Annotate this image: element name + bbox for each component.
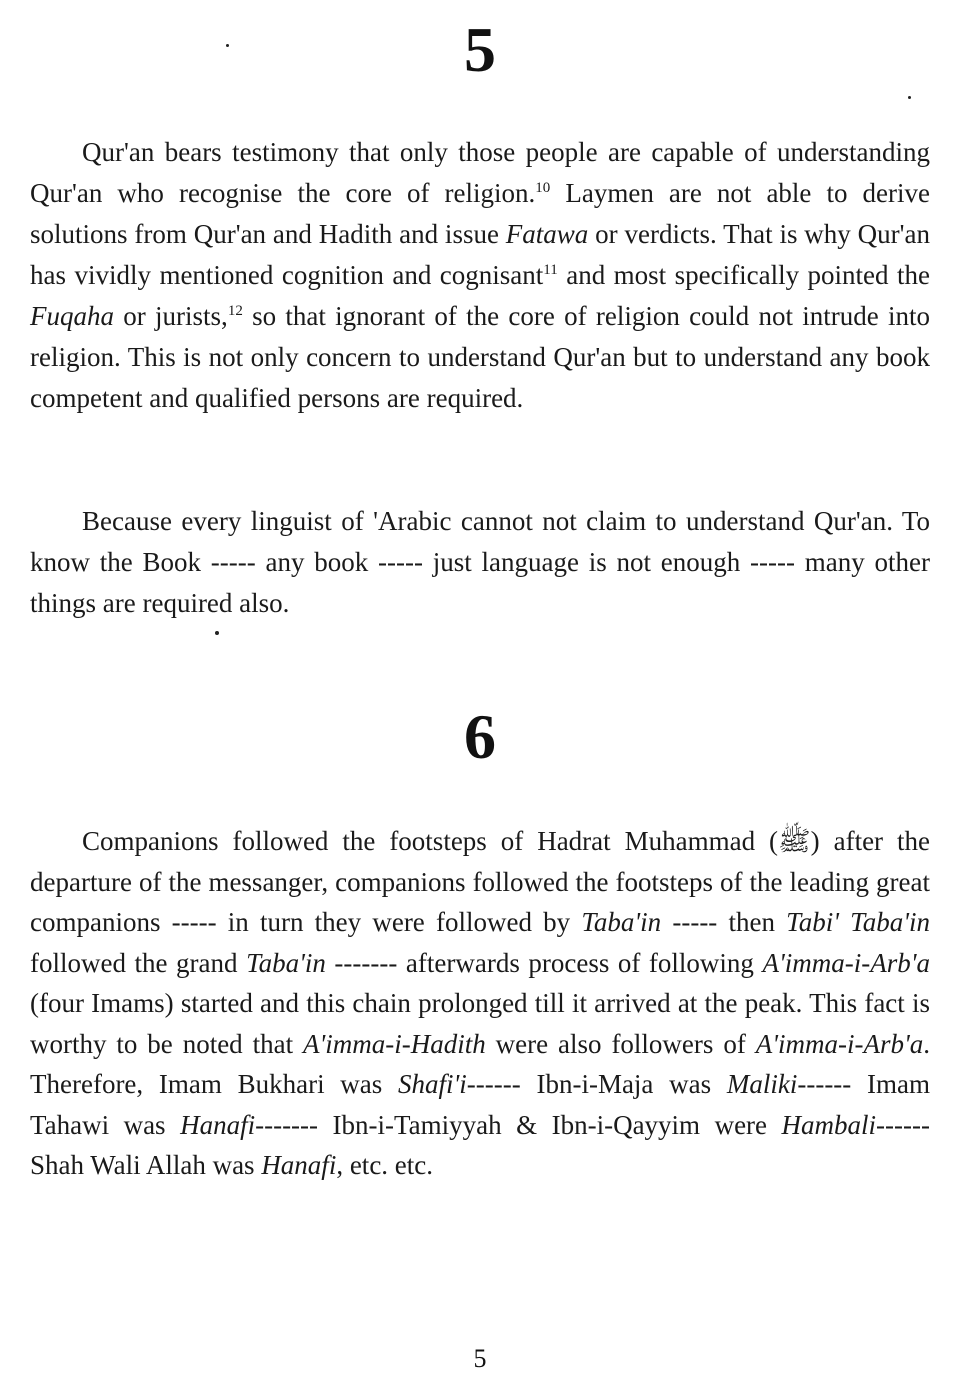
section-number-5: 5 xyxy=(464,14,496,85)
section-5-paragraph-2 xyxy=(30,501,930,624)
text: or verdicts. That is why Qur'an has vividly mentioned cognition and cognisant xyxy=(30,219,931,290)
text: . Therefore, Imam Bukhari was xyxy=(30,1028,931,1099)
footnote-ref-12: 12 xyxy=(227,303,243,319)
scan-speck xyxy=(215,631,219,635)
term-tabain: Taba'in xyxy=(246,947,326,978)
text: ------- Ibn-i-Tamiyyah & Ibn-i-Qayyim were xyxy=(255,1109,782,1140)
text: were also followers of xyxy=(485,1028,756,1059)
term-shafii: Shafi'i xyxy=(398,1069,467,1099)
term-fatawa: Fatawa xyxy=(505,219,589,249)
section-5-paragraph-1 xyxy=(30,132,930,419)
text: Companions followed the footsteps of Hadrat Muhammad (ﷺ) after the departure of the messanger, companions followed the footsteps of the leading great companions ----- in turn they were followed by xyxy=(30,826,930,937)
term-aimma-arba: A'imma-i-Arb'a xyxy=(755,1028,924,1059)
text: ------- afterwards process of following xyxy=(325,947,763,978)
text: Laymen are not able to derive solutions from Qur'an and Hadith and issue xyxy=(30,178,930,249)
term-maliki: Maliki xyxy=(726,1069,798,1099)
term-aimma-arba: A'imma-i-Arb'a xyxy=(762,947,930,978)
footnote-ref-11: 11 xyxy=(543,262,558,278)
text: ------ Imam Tahawi was xyxy=(30,1069,930,1140)
text: Because every linguist of 'Arabic cannot not claim to understand Qur'an. To know the Book ----- any book ----- just language is not enough ----- many other things are required also. xyxy=(30,506,930,618)
text: (four Imams) started and this chain prolonged till it arrived at the peak. This fact is worthy to be noted that xyxy=(30,988,930,1059)
text: ----- then xyxy=(661,907,787,937)
text: ------ Ibn-i-Maja was xyxy=(466,1069,727,1099)
text: and most specifically pointed the xyxy=(557,260,931,290)
term-aimma-hadith: A'imma-i-Hadith xyxy=(303,1028,486,1059)
term-hanafi: Hanafi xyxy=(261,1150,337,1180)
text: , etc. etc. xyxy=(336,1150,434,1180)
page-number: 5 xyxy=(473,1344,487,1373)
term-hambali: Hambali xyxy=(781,1109,877,1140)
term-tabain: Taba'in xyxy=(581,907,662,937)
text: or jurists, xyxy=(114,301,228,331)
text: Qur'an bears testimony that only those people are capable of understanding Qur'an who recognise the core of religion. xyxy=(30,137,930,208)
text: ------ Shah Wali Allah was xyxy=(30,1109,930,1180)
section-number-6: 6 xyxy=(464,701,496,772)
scan-speck xyxy=(908,96,911,99)
text: so that ignorant of the core of religion could not intrude into religion. This is not only concern to understand Qur'an but to understand any book competent and qualified persons are required. xyxy=(30,301,930,413)
term-hanafi: Hanafi xyxy=(180,1109,256,1140)
section-6-paragraph xyxy=(30,821,930,1186)
term-fuqaha: Fuqaha xyxy=(30,301,114,331)
scan-speck xyxy=(226,44,229,47)
term-tabi-tabain: Tabi' Taba'in xyxy=(786,907,930,937)
text: followed the grand xyxy=(30,947,247,978)
footnote-ref-10: 10 xyxy=(535,180,551,196)
